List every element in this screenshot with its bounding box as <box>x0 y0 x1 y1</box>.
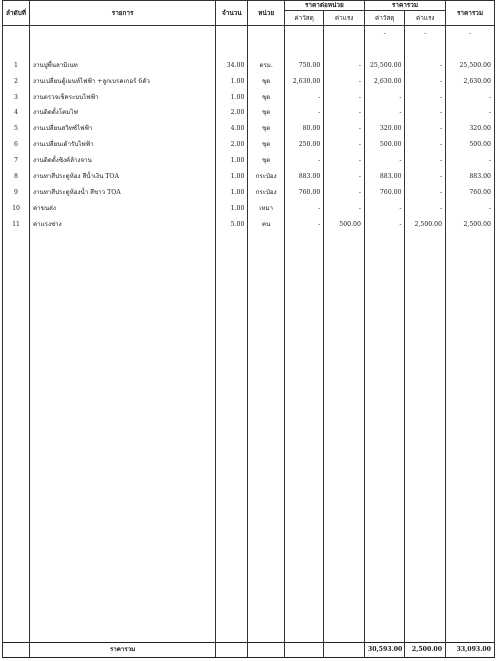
row-number: 5 <box>3 121 30 137</box>
footer-labor-total: 2,500.00 <box>405 643 446 658</box>
row-number: 7 <box>3 153 30 169</box>
row-quantity: 1.00 <box>216 74 248 90</box>
row-material-total: 883.00 <box>364 169 405 185</box>
row-labor-total: - <box>405 153 446 169</box>
footer-grand-total: 33,093.00 <box>446 643 495 658</box>
row-total: - <box>446 201 495 217</box>
row-quantity: 1.00 <box>216 90 248 106</box>
table-row <box>3 169 495 185</box>
bill-of-quantities-table <box>2 0 495 658</box>
row-material-price: - <box>284 106 324 122</box>
row-total: 500.00 <box>446 137 495 153</box>
row-labor-price: - <box>324 169 365 185</box>
row-unit: ชุด <box>248 153 284 169</box>
row-total: 25,500.00 <box>446 58 495 74</box>
row-unit: คน <box>248 217 284 233</box>
blank-cell <box>248 233 284 643</box>
table-header <box>3 1 495 26</box>
header-material-total: ค่าวัสดุ <box>364 11 405 26</box>
row-material-price: - <box>284 90 324 106</box>
row-material-price: - <box>284 201 324 217</box>
row-material-price: 760.00 <box>284 185 324 201</box>
row-unit: ชุด <box>248 137 284 153</box>
table-row <box>3 121 495 137</box>
row-item: งานติดตั้งซิงค์ล้างจาน <box>30 153 216 169</box>
header-no: ลำดับที่ <box>3 1 30 26</box>
table-row <box>3 185 495 201</box>
dash-row <box>3 26 495 42</box>
dash-cell: - <box>446 26 495 42</box>
row-material-price: 250.00 <box>284 137 324 153</box>
table-row <box>3 201 495 217</box>
row-quantity: 4.00 <box>216 121 248 137</box>
row-quantity: 2.00 <box>216 137 248 153</box>
row-labor-total: - <box>405 169 446 185</box>
row-number: 11 <box>3 217 30 233</box>
row-item: งานปูพื้นลามิเนท <box>30 58 216 74</box>
row-total: 2,500.00 <box>446 217 495 233</box>
row-total: 2,630.00 <box>446 74 495 90</box>
row-number: 1 <box>3 58 30 74</box>
row-number: 3 <box>3 90 30 106</box>
blank-cell <box>216 233 248 643</box>
blank-cell <box>324 233 365 643</box>
spacer-row <box>3 42 495 58</box>
footer-label: ราคารวม <box>30 643 216 658</box>
row-item: ค่าขนส่ง <box>30 201 216 217</box>
row-quantity: 1.00 <box>216 153 248 169</box>
blank-cell <box>3 233 30 643</box>
row-unit: ชุด <box>248 90 284 106</box>
row-item: งานตรวจเช็คระบบไฟฟ้า <box>30 90 216 106</box>
row-unit: เหมา <box>248 201 284 217</box>
row-unit: ชุด <box>248 74 284 90</box>
dash-cell: - <box>364 26 405 42</box>
row-number: 10 <box>3 201 30 217</box>
row-quantity: 34.00 <box>216 58 248 74</box>
row-labor-price: - <box>324 74 365 90</box>
row-item: งานทาสีประตูห้อง สีน้ำเงิน TOA <box>30 169 216 185</box>
row-material-total: - <box>364 106 405 122</box>
dash-cell: - <box>405 26 446 42</box>
row-item: งานทาสีประตูห้องน้ำ สีขาว TOA <box>30 185 216 201</box>
row-unit: กระป๋อง <box>248 185 284 201</box>
row-labor-price: - <box>324 121 365 137</box>
row-material-total: - <box>364 153 405 169</box>
row-unit: กระป๋อง <box>248 169 284 185</box>
row-labor-price: - <box>324 58 365 74</box>
row-total: 320.00 <box>446 121 495 137</box>
row-number: 8 <box>3 169 30 185</box>
table-row <box>3 58 495 74</box>
header-unit-price: ราคาต่อหน่วย <box>284 1 364 11</box>
blank-cell <box>284 233 324 643</box>
row-item: งานเปลี่ยนสวิทซ์ไฟฟ้า <box>30 121 216 137</box>
header-grand-total: ราคารวม <box>446 1 495 26</box>
row-total: - <box>446 153 495 169</box>
footer-material-total: 30,593.00 <box>364 643 405 658</box>
blank-cell <box>30 233 216 643</box>
row-material-price: 750.00 <box>284 58 324 74</box>
table-body <box>3 26 495 643</box>
row-labor-total: - <box>405 74 446 90</box>
table-footer <box>3 643 495 658</box>
row-labor-price: - <box>324 90 365 106</box>
row-item: งานเปลี่ยนเต้ารับไฟฟ้า <box>30 137 216 153</box>
row-labor-price: - <box>324 201 365 217</box>
row-number: 4 <box>3 106 30 122</box>
row-labor-total: - <box>405 137 446 153</box>
header-unit: หน่วย <box>248 1 284 26</box>
row-material-price: 2,630.00 <box>284 74 324 90</box>
row-labor-total: - <box>405 106 446 122</box>
blank-cell <box>364 233 405 643</box>
row-number: 2 <box>3 74 30 90</box>
row-labor-price: - <box>324 137 365 153</box>
row-labor-total: - <box>405 58 446 74</box>
header-total-group: ราคารวม <box>364 1 445 11</box>
header-labor: ค่าแรง <box>324 11 365 26</box>
row-labor-price: - <box>324 153 365 169</box>
row-material-price: - <box>284 153 324 169</box>
row-material-total: 25,500.00 <box>364 58 405 74</box>
header-item: รายการ <box>30 1 216 26</box>
row-labor-total: - <box>405 90 446 106</box>
row-material-price: 883.00 <box>284 169 324 185</box>
header-material: ค่าวัสดุ <box>284 11 324 26</box>
row-number: 6 <box>3 137 30 153</box>
row-labor-total: - <box>405 121 446 137</box>
row-labor-total: - <box>405 185 446 201</box>
table-row <box>3 106 495 122</box>
row-item: งานติดตั้งโคมไฟ <box>30 106 216 122</box>
row-quantity: 2.00 <box>216 106 248 122</box>
row-quantity: 1.00 <box>216 169 248 185</box>
row-total: 760.00 <box>446 185 495 201</box>
row-labor-price: 500.00 <box>324 217 365 233</box>
table-row <box>3 90 495 106</box>
row-material-total: 760.00 <box>364 185 405 201</box>
row-item: งานเปลี่ยนตู้เมนท์ไฟฟ้า +ลูกเบรคเกอร์ 6ตัว <box>30 74 216 90</box>
header-qty: จำนวน <box>216 1 248 26</box>
row-material-total: - <box>364 201 405 217</box>
row-material-total: 500.00 <box>364 137 405 153</box>
row-unit: ตรม. <box>248 58 284 74</box>
row-material-total: 2,630.00 <box>364 74 405 90</box>
table-row <box>3 137 495 153</box>
row-material-price: - <box>284 217 324 233</box>
row-quantity: 1.00 <box>216 201 248 217</box>
row-total: - <box>446 106 495 122</box>
row-number: 9 <box>3 185 30 201</box>
blank-cell <box>446 233 495 643</box>
blank-space-row <box>3 233 495 643</box>
row-labor-price: - <box>324 106 365 122</box>
header-labor-total: ค่าแรง <box>405 11 446 26</box>
row-item: ค่าแรงช่าง <box>30 217 216 233</box>
table-row <box>3 153 495 169</box>
row-labor-price: - <box>324 185 365 201</box>
row-material-total: - <box>364 217 405 233</box>
row-unit: ชุด <box>248 106 284 122</box>
row-quantity: 1.00 <box>216 185 248 201</box>
row-labor-total: - <box>405 201 446 217</box>
row-unit: ชุด <box>248 121 284 137</box>
row-total: 883.00 <box>446 169 495 185</box>
row-material-total: - <box>364 90 405 106</box>
row-material-total: 320.00 <box>364 121 405 137</box>
row-labor-total: 2,500.00 <box>405 217 446 233</box>
blank-cell <box>405 233 446 643</box>
table-row <box>3 74 495 90</box>
table-row <box>3 217 495 233</box>
row-total: - <box>446 90 495 106</box>
row-quantity: 5.00 <box>216 217 248 233</box>
row-material-price: 80.00 <box>284 121 324 137</box>
